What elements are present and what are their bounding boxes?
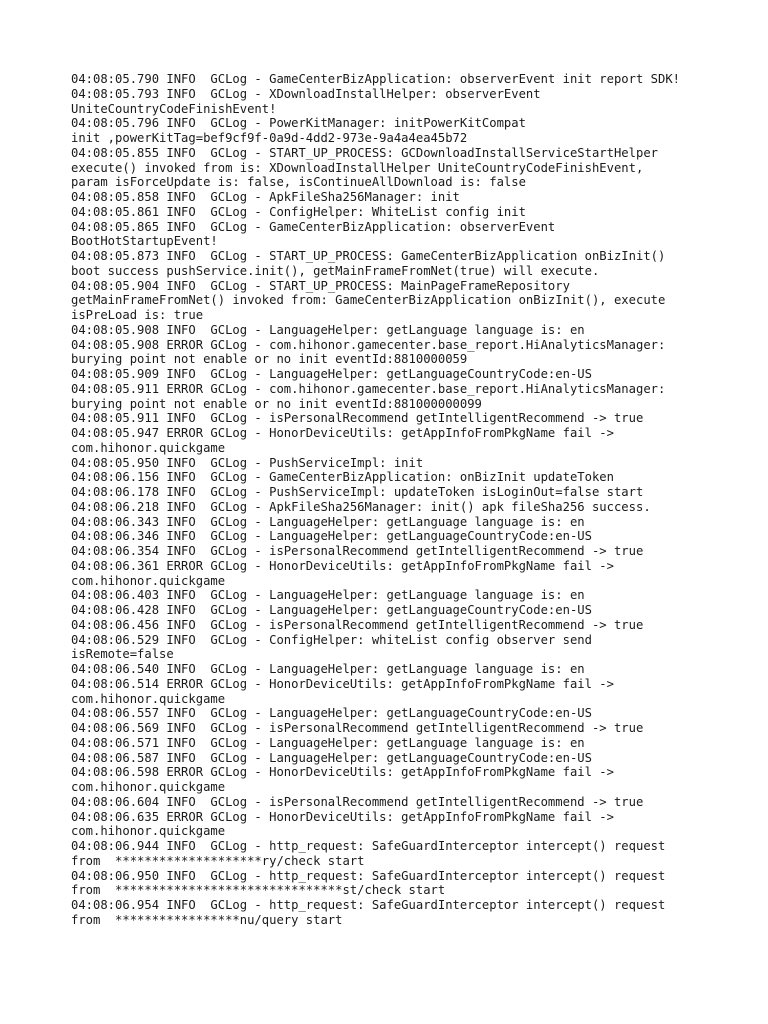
log-line: 04:08:05.861 INFO GCLog - ConfigHelper: WhiteList config init bbox=[71, 204, 526, 219]
log-line: UniteCountryCodeFinishEvent! bbox=[71, 101, 277, 116]
log-line: com.hihonor.quickgame bbox=[71, 780, 226, 794]
log-line: 04:08:06.354 INFO GCLog - isPersonalRecommend getIntelligentRecommend -> true bbox=[71, 544, 644, 558]
log-line: 04:08:06.343 INFO GCLog - LanguageHelper: getLanguage language is: en bbox=[71, 514, 585, 529]
log-line: burying point not enable or no init eventId:8810000059 bbox=[71, 352, 468, 367]
log-line: 04:08:05.908 INFO GCLog - LanguageHelper: getLanguage language is: en bbox=[71, 322, 585, 337]
log-line: 04:08:06.598 ERROR GCLog - HonorDeviceUtils: getAppInfoFromPkgName fail -> bbox=[71, 765, 614, 780]
log-line: 04:08:05.873 INFO GCLog - START_UP_PROCESS: GameCenterBizApplication onBizInit() bbox=[71, 249, 666, 263]
log-line: com.hihonor.quickgame bbox=[71, 573, 226, 588]
log-line: 04:08:06.346 INFO GCLog - LanguageHelper: getLanguageCountryCode:en-US bbox=[71, 529, 592, 544]
log-line: 04:08:05.790 INFO GCLog - GameCenterBizApplication: observerEvent init report SDK! bbox=[71, 72, 681, 86]
log-line: 04:08:06.954 INFO GCLog - http_request: SafeGuardInterceptor intercept() request bbox=[71, 898, 666, 912]
log-line: 04:08:06.514 ERROR GCLog - HonorDeviceUtils: getAppInfoFromPkgName fail -> bbox=[71, 676, 614, 691]
log-line: 04:08:06.428 INFO GCLog - LanguageHelper: getLanguageCountryCode:en-US bbox=[71, 603, 592, 617]
log-line: 04:08:06.529 INFO GCLog - ConfigHelper: whiteList config observer send bbox=[71, 632, 592, 647]
log-line: 04:08:06.587 INFO GCLog - LanguageHelper: getLanguageCountryCode:en-US bbox=[71, 750, 592, 765]
log-line: 04:08:06.178 INFO GCLog - PushServiceImpl: updateToken isLoginOut=false start bbox=[71, 485, 644, 499]
log-line: from *****************nu/query start bbox=[71, 912, 343, 927]
log-line: 04:08:06.569 INFO GCLog - isPersonalRecommend getIntelligentRecommend -> true bbox=[71, 721, 644, 735]
log-line: execute() invoked from is: XDownloadInstallHelper UniteCountryCodeFinishEvent, bbox=[71, 160, 644, 175]
log-line: 04:08:05.911 INFO GCLog - isPersonalRecommend getIntelligentRecommend -> true bbox=[71, 411, 644, 426]
log-line: from ********************ry/check start bbox=[71, 853, 365, 868]
log-line: 04:08:06.557 INFO GCLog - LanguageHelper: getLanguageCountryCode:en-US bbox=[71, 706, 592, 721]
log-line: 04:08:06.604 INFO GCLog - isPersonalRecommend getIntelligentRecommend -> true bbox=[71, 794, 644, 809]
log-line: 04:08:05.911 ERROR GCLog - com.hihonor.gamecenter.base_report.HiAnalyticsManager: bbox=[71, 381, 666, 396]
log-line: 04:08:06.540 INFO GCLog - LanguageHelper: getLanguage language is: en bbox=[71, 662, 585, 676]
log-line: 04:08:05.904 INFO GCLog - START_UP_PROCESS: MainPageFrameRepository bbox=[71, 278, 570, 293]
log-line: 04:08:06.571 INFO GCLog - LanguageHelper: getLanguage language is: en bbox=[71, 735, 585, 750]
log-line: 04:08:06.361 ERROR GCLog - HonorDeviceUtils: getAppInfoFromPkgName fail -> bbox=[71, 558, 614, 573]
log-line: com.hihonor.quickgame bbox=[71, 824, 226, 839]
log-line: com.hihonor.quickgame bbox=[71, 440, 226, 455]
log-line: 04:08:06.403 INFO GCLog - LanguageHelper: getLanguage language is: en bbox=[71, 588, 585, 603]
log-line: BootHotStartupEvent! bbox=[71, 234, 218, 249]
log-text-block bbox=[71, 72, 711, 928]
log-line: boot success pushService.init(), getMainFrameFromNet(true) will execute. bbox=[71, 263, 600, 278]
log-line: getMainFrameFromNet() invoked from: GameCenterBizApplication onBizInit(), execute bbox=[71, 293, 666, 308]
log-line: 04:08:05.855 INFO GCLog - START_UP_PROCESS: GCDownloadInstallServiceStartHelper bbox=[71, 145, 658, 160]
log-line: 04:08:05.909 INFO GCLog - LanguageHelper: getLanguageCountryCode:en-US bbox=[71, 367, 592, 381]
log-line: isPreLoad is: true bbox=[71, 308, 204, 322]
log-line: 04:08:06.156 INFO GCLog - GameCenterBizApplication: onBizInit updateToken bbox=[71, 470, 614, 485]
log-line: 04:08:05.793 INFO GCLog - XDownloadInstallHelper: observerEvent bbox=[71, 86, 541, 101]
log-line: init ,powerKitTag=bef9cf9f-0a9d-4dd2-973e-9a4a4ea45b72 bbox=[71, 131, 468, 145]
log-line: 04:08:06.950 INFO GCLog - http_request: SafeGuardInterceptor intercept() request bbox=[71, 868, 666, 883]
log-line: param isForceUpdate is: false, isContinueAllDownload is: false bbox=[71, 175, 526, 190]
log-line: com.hihonor.quickgame bbox=[71, 691, 226, 706]
log-line: 04:08:06.456 INFO GCLog - isPersonalRecommend getIntelligentRecommend -> true bbox=[71, 617, 644, 632]
log-line: 04:08:05.865 INFO GCLog - GameCenterBizApplication: observerEvent bbox=[71, 219, 556, 234]
log-line: 04:08:05.858 INFO GCLog - ApkFileSha256Manager: init bbox=[71, 190, 460, 204]
log-line: 04:08:05.950 INFO GCLog - PushServiceImpl: init bbox=[71, 455, 424, 470]
log-line: 04:08:06.635 ERROR GCLog - HonorDeviceUtils: getAppInfoFromPkgName fail -> bbox=[71, 809, 614, 824]
log-line: from *******************************st/check start bbox=[71, 883, 446, 898]
log-line: 04:08:06.218 INFO GCLog - ApkFileSha256Manager: init() apk fileSha256 success. bbox=[71, 499, 651, 514]
log-line: isRemote=false bbox=[71, 647, 174, 662]
log-line: burying point not enable or no init eventId:881000000099 bbox=[71, 396, 482, 411]
log-line: 04:08:05.796 INFO GCLog - PowerKitManager: initPowerKitCompat bbox=[71, 116, 526, 131]
log-line: 04:08:05.947 ERROR GCLog - HonorDeviceUtils: getAppInfoFromPkgName fail -> bbox=[71, 426, 614, 440]
log-line: 04:08:05.908 ERROR GCLog - com.hihonor.gamecenter.base_report.HiAnalyticsManager: bbox=[71, 337, 666, 352]
log-line: 04:08:06.944 INFO GCLog - http_request: SafeGuardInterceptor intercept() request bbox=[71, 839, 666, 853]
